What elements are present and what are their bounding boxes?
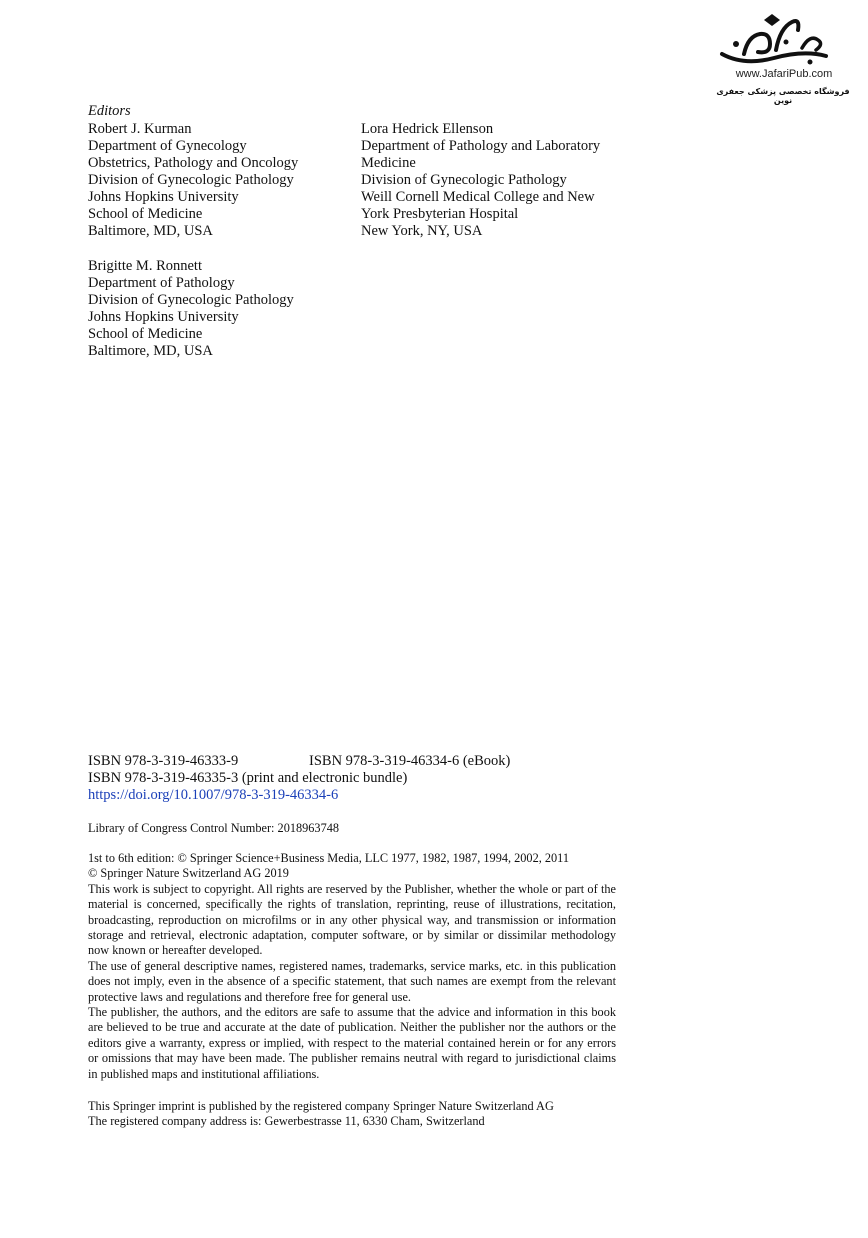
imprint-block bbox=[88, 1099, 554, 1130]
editor-affiliation-line: Johns Hopkins University bbox=[88, 309, 239, 325]
calligraphy-logo-icon bbox=[714, 14, 834, 68]
editor-affiliation-line: Obstetrics, Pathology and Oncology bbox=[88, 155, 299, 171]
editor-affiliation-line: Division of Gynecologic Pathology bbox=[88, 292, 294, 308]
editor-affiliation-line: Department of Gynecology bbox=[88, 138, 247, 154]
copyright-block bbox=[88, 851, 616, 1082]
editors-heading: Editors bbox=[88, 103, 131, 119]
editor-ellenson bbox=[361, 121, 600, 240]
editor-name: Brigitte M. Ronnett bbox=[88, 258, 202, 274]
disclaimer-paragraph: The publisher, the authors, and the editors are safe to assume that the advice and information in this book are believed to be true and accurate at the date of publication. Neither the publisher nor the authors or the editors give a warranty, express or implied, with respect to the material contained herein or for any errors or omissions that may have been made. The publisher remains neutral with regard to jurisdictional claims in published maps and institutional affiliations. bbox=[88, 1005, 616, 1081]
copyright-paragraph: This work is subject to copyright. All rights are reserved by the Publisher, whether the whole or part of the material is concerned, specifically the rights of translation, reprinting, reuse of illustrations, recitation, broadcasting, reproduction on microfilms or in any other physical way, and transmission or information storage and retrieval, electronic adaptation, computer software, or by similar or dissimilar methodology now known or hereafter developed. bbox=[88, 881, 616, 958]
library-of-congress-number: Library of Congress Control Number: 2018963748 bbox=[88, 821, 340, 835]
isbn-print: ISBN 978-3-319-46333-9 bbox=[88, 753, 239, 769]
editor-affiliation-line: Johns Hopkins University bbox=[88, 189, 239, 205]
editor-affiliation-line: Medicine bbox=[361, 155, 416, 171]
editor-affiliation-line: Weill Cornell Medical College and New bbox=[361, 189, 595, 205]
editor-kurman bbox=[88, 121, 298, 240]
copyright-editions: 1st to 6th edition: © Springer Science+Business Media, LLC 1977, 1982, 1987, 1994, 2002, 2011 bbox=[88, 851, 570, 865]
editor-affiliation-line: School of Medicine bbox=[88, 326, 203, 342]
isbn-row bbox=[88, 753, 511, 770]
editor-name: Robert J. Kurman bbox=[88, 121, 192, 137]
editor-affiliation-line: York Presbyterian Hospital bbox=[361, 206, 519, 222]
editor-affiliation-line: Division of Gynecologic Pathology bbox=[88, 172, 294, 188]
imprint-address: The registered company address is: Gewerbestrasse 11, 6330 Cham, Switzerland bbox=[88, 1114, 485, 1129]
doi-link[interactable]: https://doi.org/10.1007/978-3-319-46334-6 bbox=[88, 787, 339, 803]
isbn-block bbox=[88, 753, 511, 804]
trademark-paragraph: The use of general descriptive names, registered names, trademarks, service marks, etc. in this publication does not imply, even in the absence of a specific statement, that such names are exempt from the relevant protective laws and regulations and therefore free for general use. bbox=[88, 958, 616, 1004]
editor-name: Lora Hedrick Ellenson bbox=[361, 121, 494, 137]
editor-ronnett bbox=[88, 258, 294, 360]
editor-affiliation-line: Department of Pathology bbox=[88, 275, 235, 291]
editor-affiliation-line: School of Medicine bbox=[88, 206, 203, 222]
editor-affiliation-line: Baltimore, MD, USA bbox=[88, 343, 213, 359]
publisher-logo bbox=[700, 14, 860, 104]
imprint-line: This Springer imprint is published by the registered company Springer Nature Switzerland AG bbox=[88, 1099, 554, 1113]
isbn-bundle: ISBN 978-3-319-46335-3 (print and electronic bundle) bbox=[88, 770, 408, 786]
editor-affiliation-line: Division of Gynecologic Pathology bbox=[361, 172, 567, 188]
publisher-logo-tagline: فروشگاه تخصصی پزشکی جعفری نوین bbox=[716, 87, 850, 105]
editor-affiliation-line: Department of Pathology and Laboratory bbox=[361, 138, 601, 154]
editor-affiliation-line: Baltimore, MD, USA bbox=[88, 223, 213, 239]
editor-affiliation-line: New York, NY, USA bbox=[361, 223, 483, 239]
publisher-logo-url: www.JafariPub.com bbox=[735, 68, 833, 80]
copyright-current: © Springer Nature Switzerland AG 2019 bbox=[88, 866, 289, 881]
isbn-ebook: ISBN 978-3-319-46334-6 (eBook) bbox=[309, 753, 511, 769]
